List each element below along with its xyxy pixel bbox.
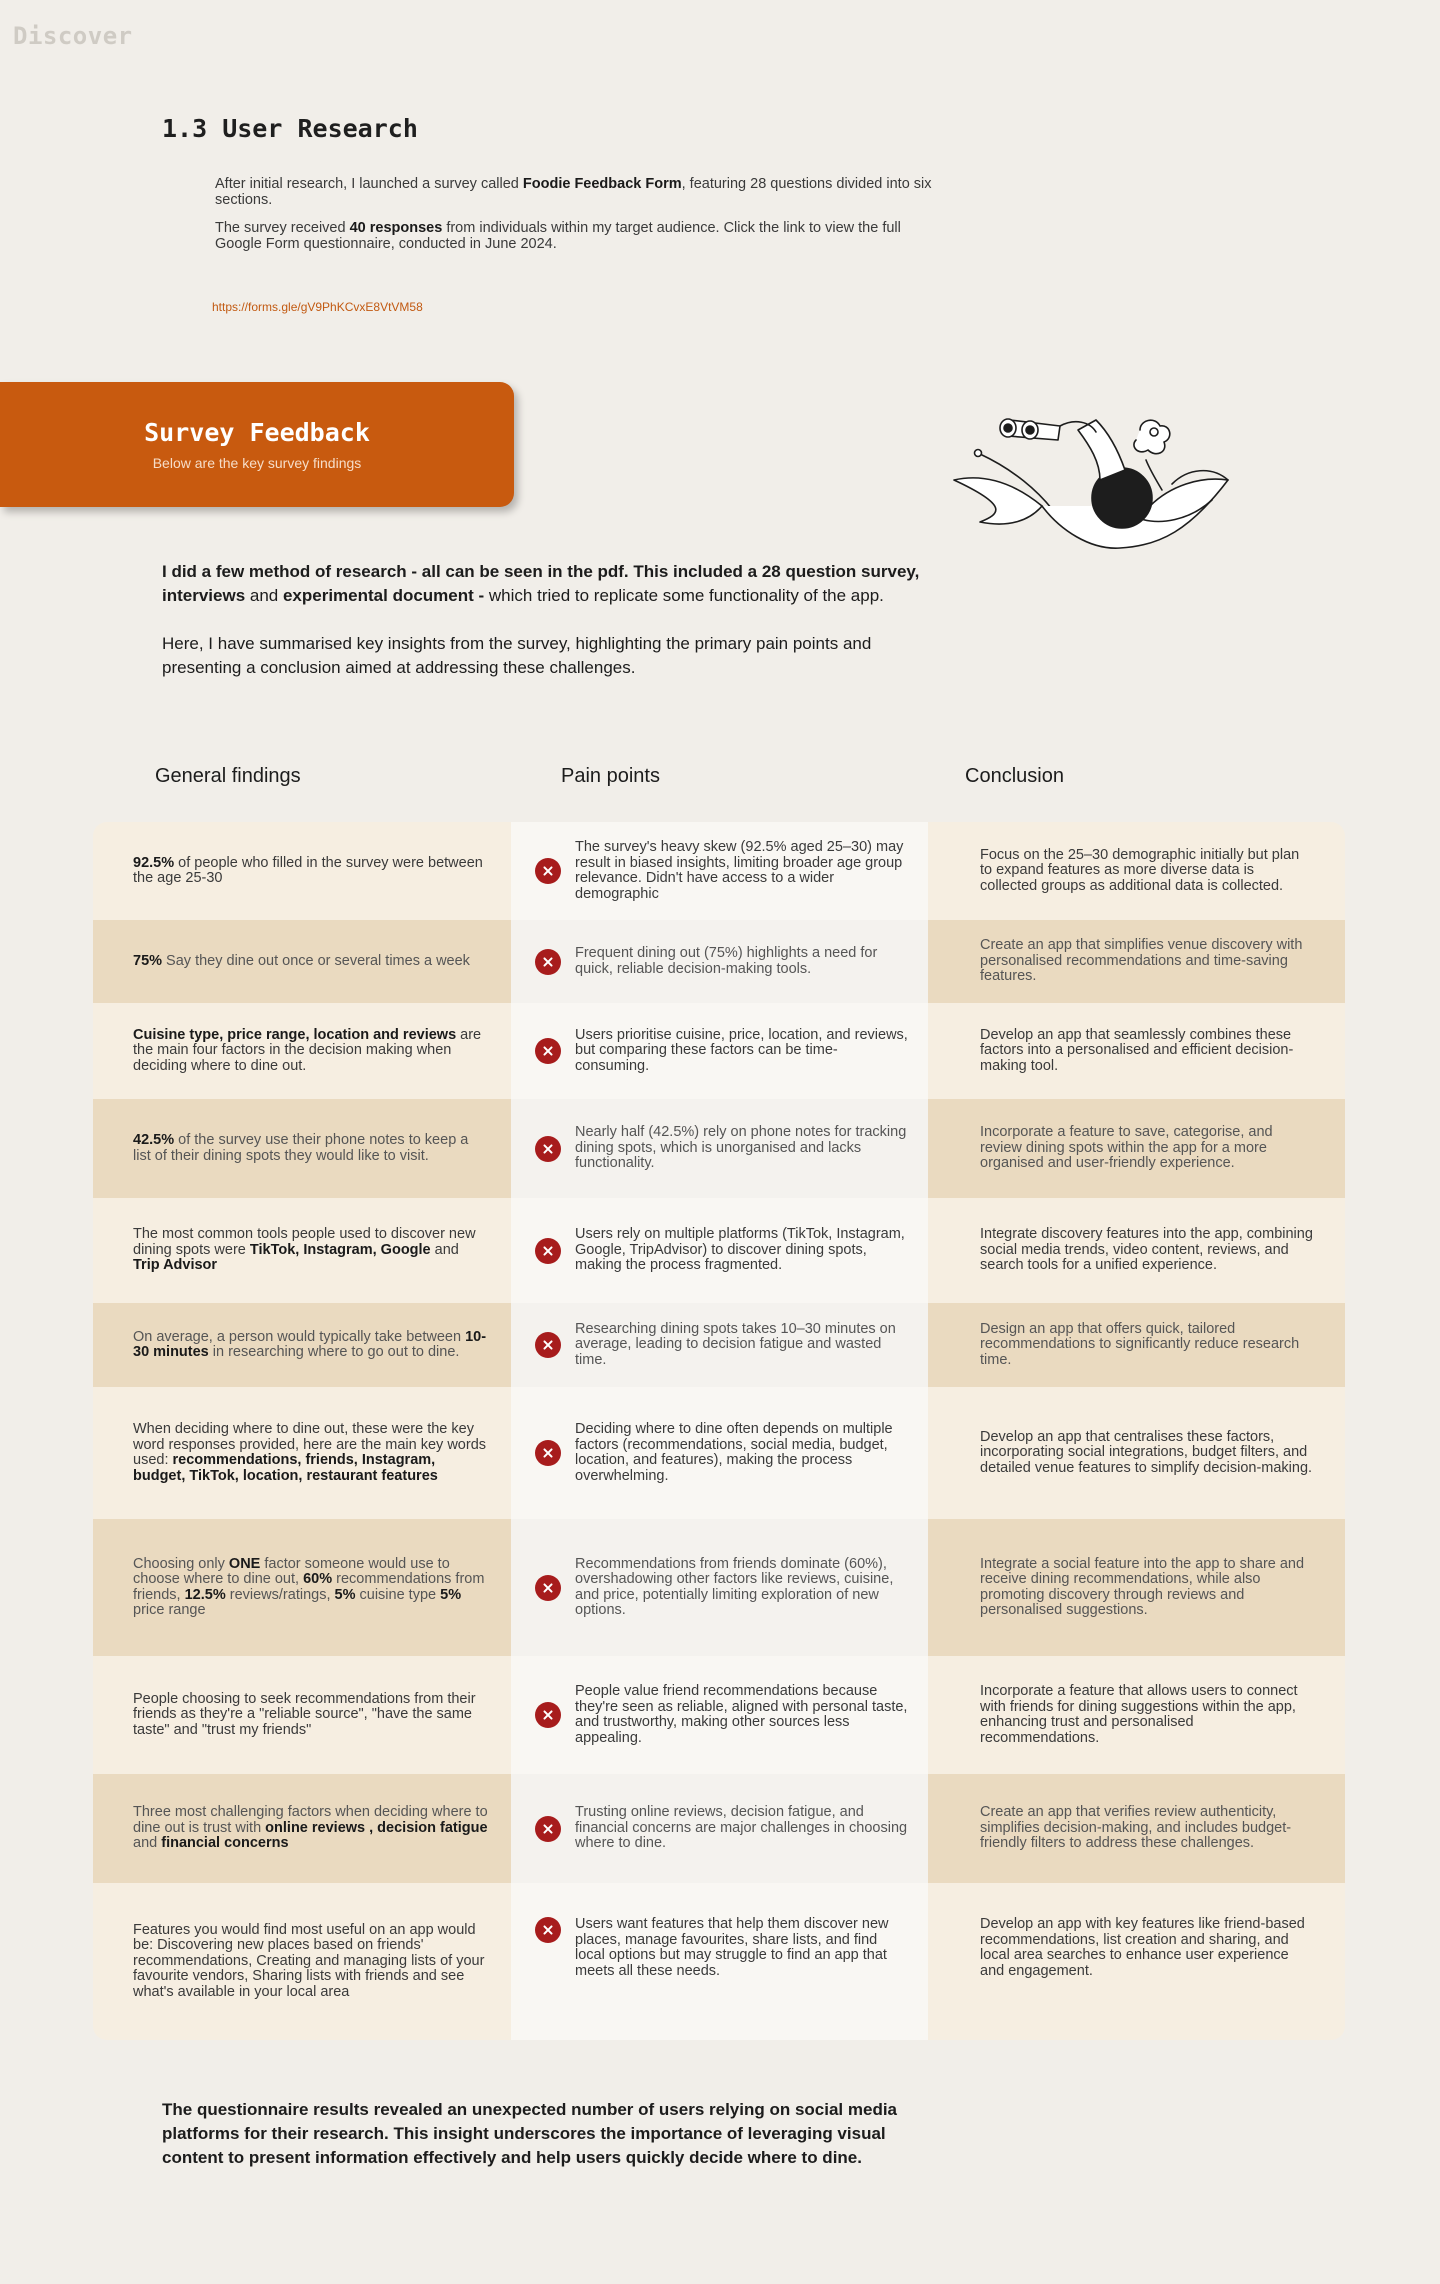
pain-point-cell: Nearly half (42.5%) rely on phone notes for tracking dining spots, which is unorganised and lacks functionality. [511, 1099, 928, 1198]
general-finding-cell: People choosing to seek recommendations from their friends as they're a "reliable source", "have the same taste" and "trust my friends" [93, 1656, 511, 1774]
conclusion-cell: Develop an app with key features like friend-based recommendations, list creation and sharing, and local area searches to enhance user experience and engagement. [928, 1883, 1345, 2040]
general-finding-cell: Three most challenging factors when deciding where to dine out is trust with online reviews , decision fatigue and financial concerns [93, 1774, 511, 1883]
pain-point-cell: The survey's heavy skew (92.5% aged 25–30) may result in biased insights, limiting broader age group relevance. Didn't have access to a wider demographic [511, 822, 928, 920]
findings-table [93, 822, 1345, 2040]
close-circle-icon [535, 1136, 561, 1162]
general-finding-cell: 92.5% of people who filled in the survey were between the age 25-30 [93, 822, 511, 920]
general-finding-cell: 42.5% of the survey use their phone notes to keep a list of their dining spots they would like to visit. [93, 1099, 511, 1198]
binoculars-illustration-icon [950, 410, 1236, 558]
research-methods-paragraph: I did a few method of research - all can be seen in the pdf. This included a 28 question survey, interviews and experimental document - which tried to replicate some functionality of the app. [162, 562, 920, 605]
pain-point-cell: Recommendations from friends dominate (60%), overshadowing other factors like reviews, cuisine, and price, potentially limiting exploration of new options. [511, 1519, 928, 1656]
intro-paragraph: After initial research, I launched a survey called Foodie Feedback Form, featuring 28 questions divided into six sections. [215, 176, 932, 208]
pain-point-cell: People value friend recommendations because they're seen as reliable, aligned with personal taste, and trustworthy, making other sources less appealing. [511, 1656, 928, 1774]
close-circle-icon [535, 1575, 561, 1601]
close-circle-icon [535, 949, 561, 975]
table-row [93, 822, 1345, 920]
conclusion-cell: Create an app that verifies review authenticity, simplifies decision-making, and includes budget-friendly filters to address these challenges. [928, 1774, 1345, 1883]
general-finding-cell: Choosing only ONE factor someone would use to choose where to dine out, 60% recommendations from friends, 12.5% reviews/ratings, 5% cuisine type 5% price range [93, 1519, 511, 1656]
intro-paragraph: The survey received 40 responses from individuals within my target audience. Click the link to view the full Google Form questionnaire, conducted in June 2024. [215, 220, 901, 252]
table-row [93, 1099, 1345, 1198]
close-circle-icon [535, 1702, 561, 1728]
table-row [93, 1387, 1345, 1519]
table-row [93, 1774, 1345, 1883]
page-title: 1.3 User Research [162, 114, 418, 143]
pain-point-cell: Users rely on multiple platforms (TikTok, Instagram, Google, TripAdvisor) to discover dining spots, making the process fragmented. [511, 1198, 928, 1303]
banner-subtitle: Below are the key survey findings [152, 455, 362, 471]
table-row [93, 1519, 1345, 1656]
table-row [93, 1883, 1345, 2040]
banner-title: Survey Feedback [144, 418, 370, 447]
conclusion-cell: Focus on the 25–30 demographic initially but plan to expand features as more diverse data is collected groups as additional data is collected. [928, 822, 1345, 920]
table-row [93, 920, 1345, 1003]
close-circle-icon [535, 1816, 561, 1842]
close-circle-icon [535, 1440, 561, 1466]
conclusion-cell: Create an app that simplifies venue discovery with personalised recommendations and time-saving features. [928, 920, 1345, 1003]
conclusion-cell: Incorporate a feature that allows users to connect with friends for dining suggestions within the app, enhancing trust and personalised recommendations. [928, 1656, 1345, 1774]
survey-feedback-banner [0, 382, 514, 507]
general-finding-cell: When deciding where to dine out, these were the key word responses provided, here are the main key words used: recommendations, friends, Instagram, budget, TikTok, location, restaurant features [93, 1387, 511, 1519]
conclusion-cell: Develop an app that centralises these factors, incorporating social integrations, budget filters, and detailed venue features to simplify decision-making. [928, 1387, 1345, 1519]
general-finding-cell: Cuisine type, price range, location and reviews are the main four factors in the decision making when deciding where to dine out. [93, 1003, 511, 1099]
general-finding-cell: 75% Say they dine out once or several times a week [93, 920, 511, 1003]
research-summary [162, 560, 922, 704]
general-finding-cell: Features you would find most useful on an app would be: Discovering new places based on friends' recommendations, Creating and managing lists of your favourite vendors, Sharing lists with friends and see what's available in your local area [93, 1883, 511, 2040]
conclusion-cell: Integrate discovery features into the app, combining social media trends, video content, reviews, and search tools for a unified experience. [928, 1198, 1345, 1303]
conclusion-cell: Incorporate a feature to save, categorise, and review dining spots within the app for a more organised and user-friendly experience. [928, 1099, 1345, 1198]
general-finding-cell: The most common tools people used to discover new dining spots were TikTok, Instagram, Google and Trip Advisor [93, 1198, 511, 1303]
section-label: Discover [13, 22, 133, 50]
conclusion-cell: Integrate a social feature into the app to share and receive dining recommendations, while also promoting discovery through reviews and personalised suggestions. [928, 1519, 1345, 1656]
closing-statement: The questionnaire results revealed an unexpected number of users relying on social media platforms for their research. This insight underscores the importance of leveraging visual content to present information effectively and help users quickly decide where to dine. [162, 2100, 898, 2167]
pain-point-cell: Users prioritise cuisine, price, location, and reviews, but comparing these factors can be time-consuming. [511, 1003, 928, 1099]
close-circle-icon [535, 1917, 561, 1943]
pain-point-cell: Deciding where to dine often depends on multiple factors (recommendations, social media, budget, location, and features), making the process overwhelming. [511, 1387, 928, 1519]
insights-paragraph: Here, I have summarised key insights from the survey, highlighting the primary pain points and presenting a conclusion aimed at addressing these challenges. [162, 634, 872, 677]
column-header-conclusion: Conclusion [965, 765, 1064, 787]
google-form-link[interactable]: https://forms.gle/gV9PhKCvxE8VtVM58 [212, 300, 423, 314]
table-row [93, 1303, 1345, 1387]
close-circle-icon [535, 1038, 561, 1064]
pain-point-cell: Users want features that help them discover new places, manage favourites, share lists, and find local options but may struggle to find an app that meets all these needs. [511, 1883, 928, 2040]
table-row [93, 1198, 1345, 1303]
conclusion-cell: Design an app that offers quick, tailored recommendations to significantly reduce research time. [928, 1303, 1345, 1387]
close-circle-icon [535, 1238, 561, 1264]
column-header-general: General findings [155, 765, 301, 787]
table-row [93, 1003, 1345, 1099]
intro-text [215, 176, 935, 264]
pain-point-cell: Researching dining spots takes 10–30 minutes on average, leading to decision fatigue and wasted time. [511, 1303, 928, 1387]
table-row [93, 1656, 1345, 1774]
pain-point-cell: Trusting online reviews, decision fatigue, and financial concerns are major challenges in choosing where to dine. [511, 1774, 928, 1883]
general-finding-cell: On average, a person would typically take between 10-30 minutes in researching where to go out to dine. [93, 1303, 511, 1387]
column-header-pain: Pain points [561, 765, 660, 787]
pain-point-cell: Frequent dining out (75%) highlights a need for quick, reliable decision-making tools. [511, 920, 928, 1003]
close-circle-icon [535, 858, 561, 884]
close-circle-icon [535, 1332, 561, 1358]
conclusion-cell: Develop an app that seamlessly combines these factors into a personalised and efficient decision-making tool. [928, 1003, 1345, 1099]
